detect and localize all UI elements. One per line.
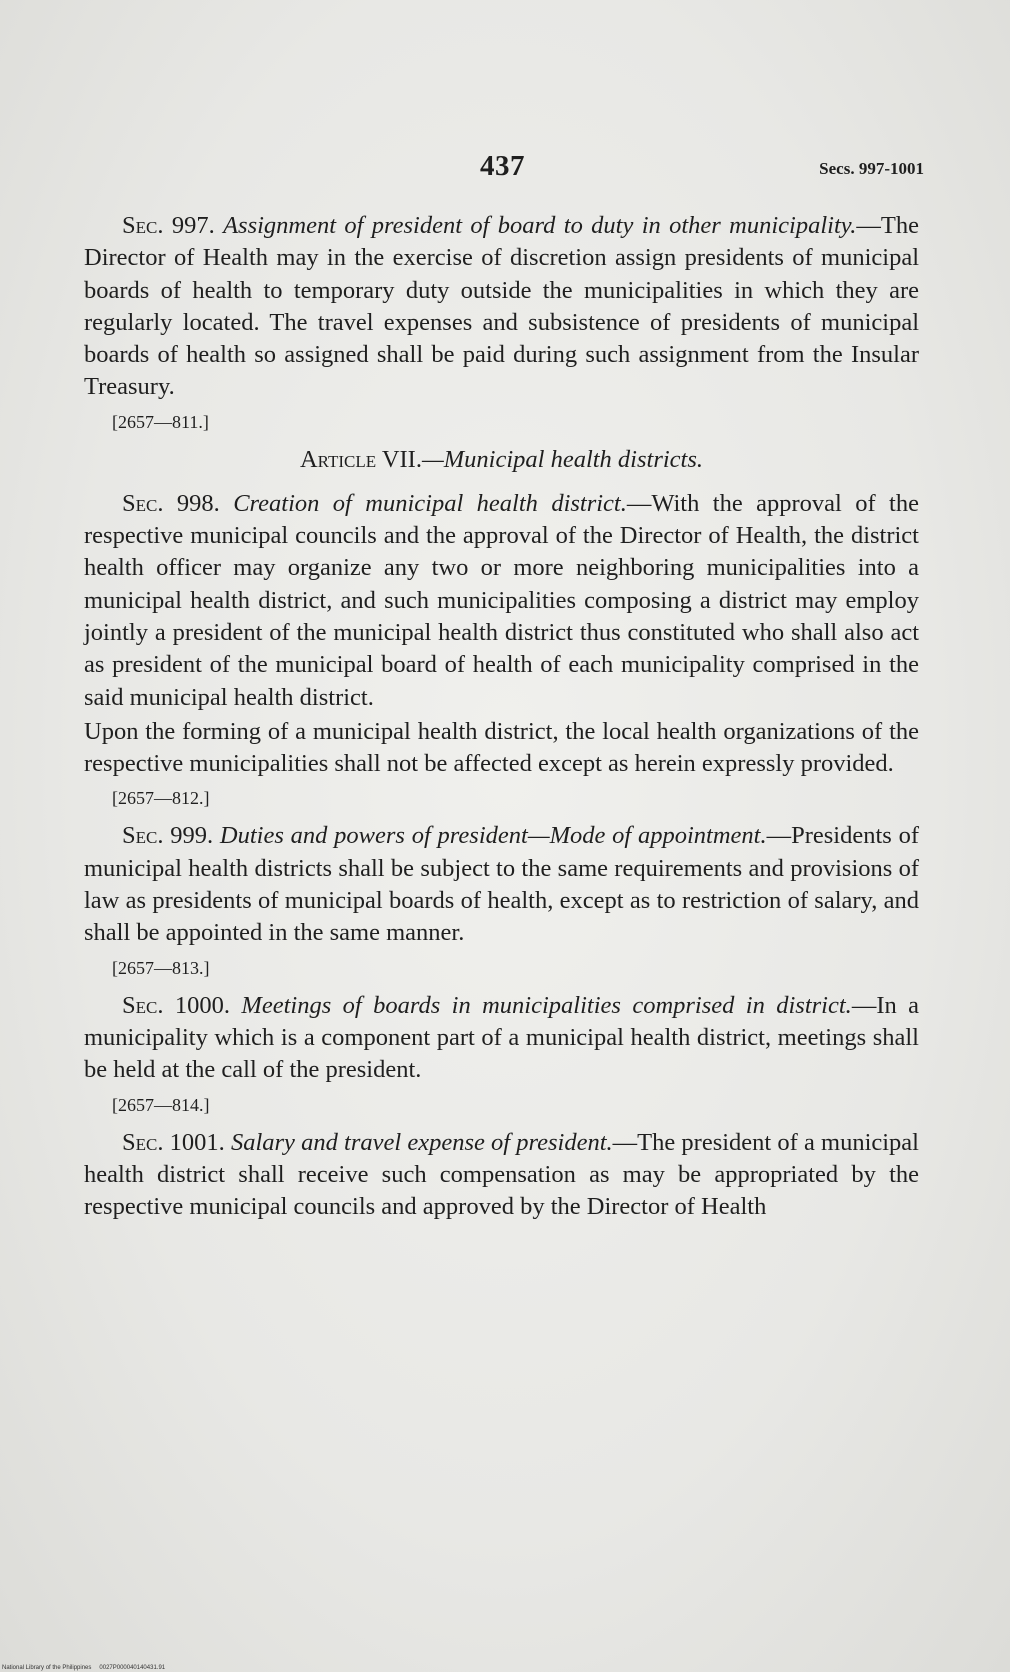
article-label: Article VII. — [299, 445, 422, 473]
article-title: —Municipal health districts. — [421, 445, 704, 473]
section-text: —Presidents of municipal health districts shall be subject to the same requirements and provisions of law as presidents of municipal boards of health, except as to restriction of salary, and shall be appointed in the same manner. — [84, 822, 920, 947]
section-text: —In a municipality which is a component part of a municipal health district, meetings shall be held at the call of the president. — [84, 991, 919, 1084]
citation: [2657—812.] — [112, 788, 210, 809]
section-label: Sec. 1000. — [122, 991, 231, 1019]
section-label: Sec. 999. — [122, 822, 214, 850]
scan-footer — [2, 1665, 165, 1671]
section-title: Meetings of boards in municipalities comprised in district. — [241, 991, 852, 1019]
article-heading — [84, 444, 919, 476]
section-999 — [84, 820, 919, 949]
section-label: Sec. 1001. — [122, 1128, 225, 1156]
footer-id: 0027P000040140431.91 — [99, 1665, 166, 1671]
page-number: 437 — [480, 150, 525, 182]
section-title: Creation of municipal health district. — [233, 489, 627, 517]
page-header — [84, 150, 924, 190]
section-title: Duties and powers of president—Mode of appointment. — [219, 822, 767, 850]
section-text: —The president of a municipal health district shall receive such compensation as may be appropriated by the respective municipal councils and approved by the Director of Health — [84, 1128, 919, 1221]
section-label: Sec. 997. — [122, 212, 215, 239]
section-label: Sec. 998. — [122, 489, 220, 517]
section-998-paragraph-2: Upon the forming of a municipal health district, the local health organizations of the respective municipalities shall not be affected except as herein expressly provided. — [84, 717, 919, 778]
sections-range: Secs. 997-1001 — [819, 159, 924, 178]
section-1000 — [84, 990, 919, 1087]
section-title: Salary and travel expense of president. — [230, 1128, 613, 1156]
section-text: —The Director of Health may in the exercise of discretion assign presidents of municipal boards of health to temporary duty outside the municipalities in which they are regularly located. The travel expenses and subsistence of presidents of municipal boards of health so assigned shall be paid during such assignment from the Insular Treasury. — [84, 212, 919, 401]
body-text — [84, 210, 919, 1223]
section-997 — [84, 210, 919, 404]
section-title: Assignment of president of board to duty in other municipality. — [223, 212, 857, 239]
section-998 — [84, 488, 919, 714]
section-text: —With the approval of the respective municipal councils and the approval of the Director of Health, the district health officer may organize any two or more neighboring municipalities into a municipal health district, and such municipalities composing a district may employ jointly a president of the municipal health district thus constituted who shall also act as president of the municipal board of health of each municipality comprised in the said municipal health district. — [84, 489, 919, 711]
citation: [2657—811.] — [112, 411, 209, 432]
section-1001 — [84, 1127, 919, 1224]
footer-credit: National Library of the Philippines — [2, 1665, 92, 1671]
citation: [2657—814.] — [112, 1094, 210, 1115]
citation: [2657—813.] — [112, 957, 210, 978]
